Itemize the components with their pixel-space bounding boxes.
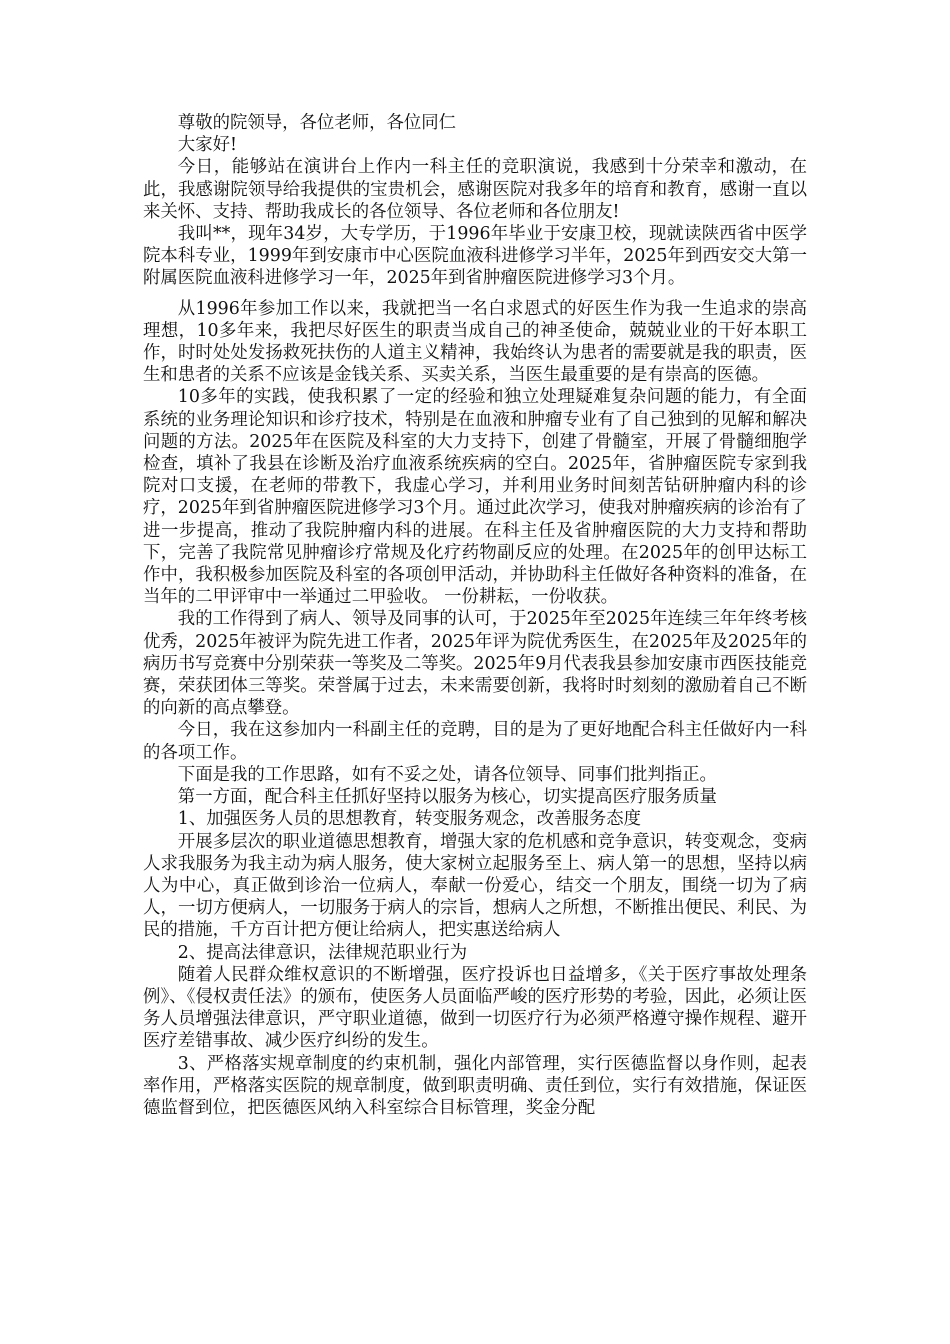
greeting: 大家好! <box>177 135 237 156</box>
paragraph: 我的工作得到了病人、领导及同事的认可，于2025年至2025年连续三年年终考核优秀，2025年被评为院先进工作者，2025年评为院优秀医生，在2025年及2025年的病历书写竞赛中分别荣获一等奖及二等奖。2025年9月代表我县参加安康市西医技能竞赛，荣获团体三等奖。荣誉属于过去，未来需要创新，我将时时刻刻的激励着自己不断的向新的高点攀登。 <box>143 609 807 719</box>
paragraph: 我叫**，现年34岁，大专学历，于1996年毕业于安康卫校，现就读陕西省中医学院本科专业，1999年到安康市中心医院血液科进修学习半年，2025年到西安交大第一附属医院血液科进修学习一年，2025年到省肿瘤医院进修学习3个月。 <box>143 224 807 289</box>
paragraph: 从1996年参加工作以来，我就把当一名白求恩式的好医生作为我一生追求的崇高理想，10多年来，我把尽好医生的职责当成自己的神圣使命，兢兢业业的干好本职工作，时时处处发扬救死扶伤的人道主义精神，我始终认为患者的需要就是我的职责，医生和患者的关系不应该是金钱关系、买卖关系，当医生最重要的是有崇高的医德。 <box>143 298 807 386</box>
paragraph: 今日，能够站在演讲台上作内一科主任的竞职演说，我感到十分荣幸和激动，在此，我感谢院领导给我提供的宝贵机会，感谢医院对我多年的培育和教育，感谢一直以来关怀、支持、帮助我成长的各位领导、各位老师和各位朋友! <box>143 157 807 222</box>
paragraph: 10多年的实践，使我积累了一定的经验和独立处理疑难复杂问题的能力，有全面系统的业务理论知识和诊疗技术，特别是在血液和肿瘤专业有了自己独到的见解和解决问题的方法。2025年在医院及科室的大力支持下，创建了骨髓室，开展了骨髓细胞学检查，填补了我县在诊断及治疗血液系统疾病的空白。2025年，省肿瘤医院专家到我院对口支援，在老师的带教下，我虚心学习，并利用业务时间刻苦钻研肿瘤内科的诊疗，2025年到省肿瘤医院进修学习3个月。通过此次学习，使我对肿瘤疾病的诊治有了进一步提高，推动了我院肿瘤内科的进展。在科主任及省肿瘤医院的大力支持和帮助下，完善了我院常见肿瘤诊疗常规及化疗药物副反应的处理。在2025年的创甲达标工作中，我积极参加医院及科室的各项创甲活动，并协助科主任做好各种资料的准备，在当年的二甲评审中一举通过二甲验收。 一份耕耘，一份收获。 <box>143 387 807 608</box>
subsection-heading: 2、提高法律意识，法律规范职业行为 <box>177 942 468 963</box>
section-heading: 第一方面，配合科主任抓好坚持以服务为核心，切实提高医疗服务质量 <box>177 787 717 808</box>
subsection-heading: 1、加强医务人员的思想教育，转变服务观念，改善服务态度 <box>177 809 642 830</box>
paragraph: 开展多层次的职业道德思想教育，增强大家的危机感和竞争意识，转变观念，变病人求我服务为我主动为病人服务，使大家树立起服务至上、病人第一的思想，坚持以病人为中心，真正做到诊治一位病人，奉献一份爱心，结交一个朋友，围绕一切为了病人，一切方便病人，一切服务于病人的宗旨，想病人之所想，不断推出便民、利民、为民的措施，千方百计把方便让给病人，把实惠送给病人 <box>143 831 807 941</box>
paragraph: 今日，我在这参加内一科副主任的竞聘，目的是为了更好地配合科主任做好内一科的各项工作。 <box>143 720 807 763</box>
salutation: 尊敬的院领导，各位老师，各位同仁 <box>177 113 457 133</box>
paragraph: 随着人民群众维权意识的不断增强，医疗投诉也日益增多，《关于医疗事故处理条例》、《侵权责任法》的颁布，使医务人员面临严峻的医疗形势的考验，因此，必须让医务人员增强法律意识，严守职业道德，做到一切医疗行为必须严格遵守操作规程、避开医疗差错事故、减少医疗纠纷的发生。 <box>143 964 807 1052</box>
paragraph: 下面是我的工作思路，如有不妥之处，请各位领导、同事们批判指正。 <box>177 764 717 785</box>
paragraph: 3、严格落实规章制度的约束机制，强化内部管理，实行医德监督以身作则，起表率作用，严格落实医院的规章制度，做到职责明确、责任到位，实行有效措施，保证医德监督到位，把医德医风纳入科室综合目标管理，奖金分配 <box>143 1053 807 1118</box>
document-body <box>143 112 807 1119</box>
